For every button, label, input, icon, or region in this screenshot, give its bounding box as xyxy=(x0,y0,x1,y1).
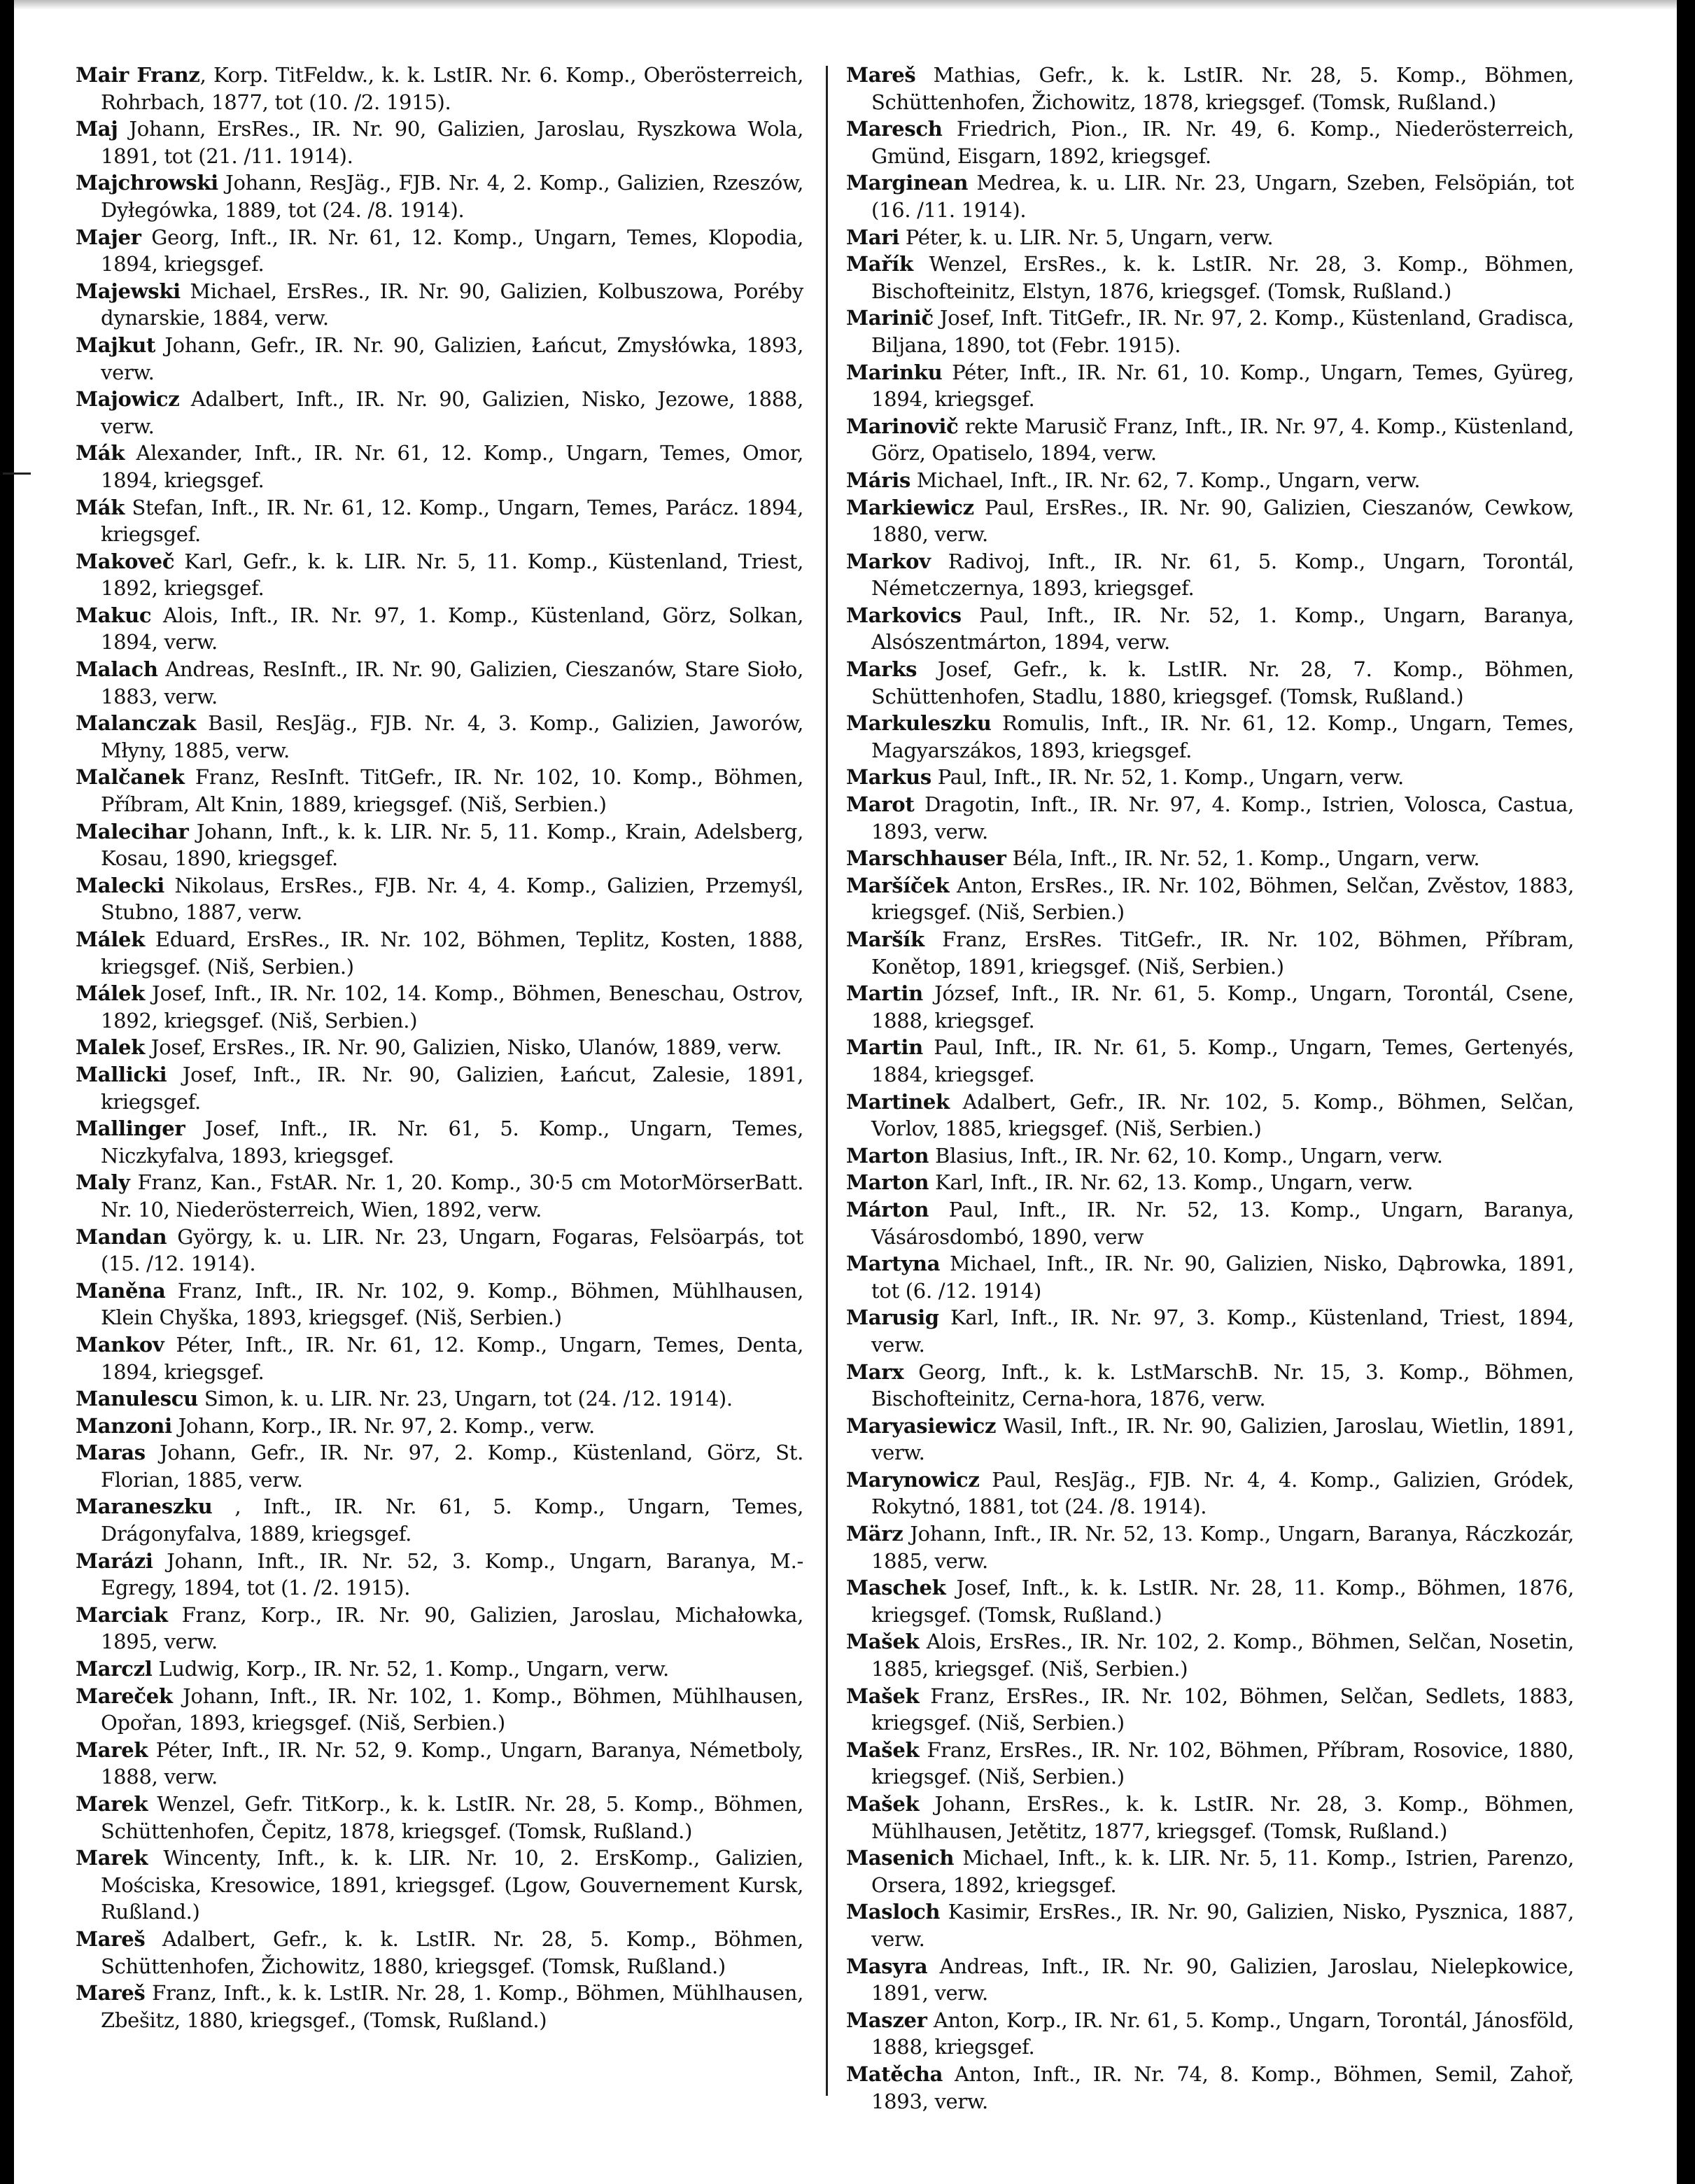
entry-details: Péter, Inft., IR. Nr. 61, 12. Komp., Ungarn, Temes, Denta, 1894, kriegsgef. xyxy=(101,1332,803,1384)
entry-surname: Mallinger xyxy=(76,1116,185,1141)
list-entry xyxy=(846,1953,1574,2007)
list-entry xyxy=(846,1520,1574,1574)
entry-details: Karl, Inft., IR. Nr. 97, 3. Komp., Küstenland, Triest, 1894, verw. xyxy=(871,1306,1574,1357)
entry-surname: Mareček xyxy=(76,1684,173,1708)
entry-surname: Majkut xyxy=(76,332,156,357)
entry-details: Paul, Inft., IR. Nr. 61, 5. Komp., Ungarn, Temes, Gertenyés, 1884, kriegsgef. xyxy=(871,1035,1574,1086)
list-entry xyxy=(76,1061,803,1115)
entry-surname: Marek xyxy=(76,1792,148,1816)
list-entry xyxy=(846,304,1574,358)
entry-details: Eduard, ErsRes., IR. Nr. 102, Böhmen, Teplitz, Kosten, 1888, kriegsgef. (Niš, Serbien.) xyxy=(101,927,803,979)
list-entry xyxy=(846,467,1574,494)
entry-surname: Martyna xyxy=(846,1252,941,1276)
entry-surname: Marázi xyxy=(76,1548,153,1573)
margin-mark xyxy=(3,472,31,475)
list-entry xyxy=(76,656,803,710)
entry-surname: Málek xyxy=(76,981,145,1006)
entry-details: Johann, Korp., IR. Nr. 97, 2. Komp., verw. xyxy=(171,1413,595,1438)
list-entry xyxy=(76,440,803,493)
entry-details: Johann, ResJäg., FJB. Nr. 4, 2. Komp., Galizien, Rzeszów, Dyłegówka, 1889, tot (24. /8. 1914). xyxy=(101,171,803,222)
entry-surname: Marinič xyxy=(846,306,934,330)
entry-surname: Marton xyxy=(846,1143,929,1168)
list-entry xyxy=(76,1683,803,1737)
entry-details: Friedrich, Pion., IR. Nr. 49, 6. Komp., Niederösterreich, Gmünd, Eisgarn, 1892, kriegsgef. xyxy=(871,117,1574,168)
entry-surname: Malecihar xyxy=(76,819,189,844)
entry-details: Franz, Kan., FstAR. Nr. 1, 20. Komp., 30·5 cm MotorMörserBatt. Nr. 10, Niederösterreich, Wien, 1892, verw. xyxy=(101,1170,803,1222)
entry-surname: Mašek xyxy=(846,1630,920,1654)
list-entry xyxy=(76,115,803,169)
entry-surname: Martin xyxy=(846,981,923,1006)
entry-details: Paul, Inft., IR. Nr. 52, 1. Komp., Ungarn, Baranya, Alsószentmárton, 1894, verw. xyxy=(871,603,1574,654)
list-entry xyxy=(846,1628,1574,1682)
entry-surname: Malek xyxy=(76,1035,145,1060)
list-entry xyxy=(76,1439,803,1493)
list-entry xyxy=(76,62,803,115)
list-entry xyxy=(846,1574,1574,1628)
entry-surname: Markov xyxy=(846,549,931,573)
list-entry xyxy=(846,548,1574,602)
entry-surname: Mari xyxy=(846,225,899,249)
list-entry xyxy=(846,764,1574,791)
entry-details: Wasil, Inft., IR. Nr. 90, Galizien, Jaroslau, Wietlin, 1891, verw. xyxy=(871,1413,1574,1465)
entry-details: Péter, Inft., IR. Nr. 52, 9. Komp., Ungarn, Baranya, Németboly, 1888, verw. xyxy=(101,1737,803,1789)
entry-surname: Manzoni xyxy=(76,1413,172,1438)
entry-surname: Mankov xyxy=(76,1332,164,1357)
entry-details: Wincenty, Inft., k. k. LIR. Nr. 10, 2. ErsKomp., Galizien, Mościska, Kresowice, 1891, kriegsgef. (Lgow, Gouvernement Kursk, Rußland.) xyxy=(101,1846,803,1924)
list-entry xyxy=(76,980,803,1034)
entry-surname: Mareš xyxy=(846,63,916,87)
entry-details: Josef, Inft. TitGefr., IR. Nr. 97, 2. Komp., Küstenland, Gradisca, Biljana, 1890, tot (Febr. 1915). xyxy=(871,306,1574,357)
list-entry xyxy=(846,845,1574,872)
entry-details: Adalbert, Gefr., IR. Nr. 102, 5. Komp., Böhmen, Selčan, Vorlov, 1885, kriegsgef. (Niš, Serbien.) xyxy=(871,1089,1574,1141)
entry-surname: Martin xyxy=(846,1035,923,1060)
entry-details: Johann, Inft., k. k. LIR. Nr. 5, 11. Komp., Krain, Adelsberg, Kosau, 1890, kriegsgef. xyxy=(101,819,803,871)
list-entry xyxy=(76,1548,803,1602)
entry-details: Franz, ErsRes., IR. Nr. 102, Böhmen, Selčan, Sedlets, 1883, kriegsgef. (Niš, Serbien.) xyxy=(871,1684,1574,1735)
entry-surname: Mašek xyxy=(846,1792,920,1816)
list-entry xyxy=(846,1304,1574,1358)
list-entry xyxy=(76,1169,803,1223)
list-entry xyxy=(846,872,1574,926)
entry-surname: Marot xyxy=(846,792,915,817)
entry-surname: Marks xyxy=(846,657,917,682)
list-entry xyxy=(846,1169,1574,1196)
list-entry xyxy=(76,764,803,818)
entry-surname: Markovics xyxy=(846,603,962,627)
entry-details: Karl, Gefr., k. k. LIR. Nr. 5, 11. Komp., Küstenland, Triest, 1892, kriegsgef. xyxy=(101,549,803,601)
entry-surname: Márton xyxy=(846,1197,929,1222)
list-entry xyxy=(76,224,803,278)
entry-details: Johann, ErsRes., IR. Nr. 90, Galizien, Jaroslau, Ryszkowa Wola, 1891, tot (21. /11. 1914). xyxy=(101,117,803,168)
entry-details: Franz, ResInft. TitGefr., IR. Nr. 102, 10. Komp., Böhmen, Příbram, Alt Knin, 1889, kriegsgef. (Niš, Serbien.) xyxy=(101,765,803,817)
list-entry xyxy=(76,1413,803,1440)
list-entry xyxy=(846,224,1574,251)
list-entry xyxy=(846,359,1574,413)
list-entry xyxy=(76,1656,803,1683)
entry-details: Johann, Inft., IR. Nr. 52, 13. Komp., Ungarn, Baranya, Ráczkozár, 1885, verw. xyxy=(871,1522,1574,1573)
list-entry xyxy=(76,818,803,872)
entry-surname: Masenich xyxy=(846,1846,955,1870)
list-entry xyxy=(76,1791,803,1844)
list-entry xyxy=(76,1278,803,1331)
list-entry xyxy=(76,1224,803,1278)
entry-details: Johann, ErsRes., k. k. LstIR. Nr. 28, 3. Komp., Böhmen, Mühlhausen, Jetětitz, 1877, kriegsgef. (Tomsk, Rußland.) xyxy=(871,1792,1574,1843)
entry-surname: Mandan xyxy=(76,1224,167,1249)
entry-details: Johann, Gefr., IR. Nr. 90, Galizien, Łańcut, Zmysłówka, 1893, verw. xyxy=(101,332,803,384)
entry-surname: Makuc xyxy=(76,603,152,627)
list-entry xyxy=(846,1088,1574,1142)
entry-details: Andreas, Inft., IR. Nr. 90, Galizien, Jaroslau, Nielepkowice, 1891, verw. xyxy=(871,1954,1574,2005)
entry-details: Karl, Inft., IR. Nr. 62, 13. Komp., Ungarn, verw. xyxy=(929,1170,1414,1195)
entry-details: Michael, Inft., IR. Nr. 62, 7. Komp., Ungarn, verw. xyxy=(910,468,1421,492)
list-entry xyxy=(846,494,1574,548)
entry-surname: Mašek xyxy=(846,1684,920,1708)
list-entry xyxy=(76,1493,803,1547)
entry-details: Johann, Inft., IR. Nr. 102, 1. Komp., Böhmen, Mühlhausen, Opořan, 1893, kriegsgef. (Niš, Serbien.) xyxy=(101,1684,803,1735)
entry-details: Josef, ErsRes., IR. Nr. 90, Galizien, Nisko, Ulanów, 1889, verw. xyxy=(144,1035,782,1060)
entry-surname: Mallicki xyxy=(76,1062,167,1086)
list-entry xyxy=(76,332,803,386)
left-column xyxy=(76,62,826,2148)
entry-details: Josef, Inft., IR. Nr. 102, 14. Komp., Böhmen, Beneschau, Ostrov, 1892, kriegsgef. (Niš, Serbien.) xyxy=(101,981,803,1032)
entry-details: Alois, ErsRes., IR. Nr. 102, 2. Komp., Böhmen, Selčan, Nosetin, 1885, kriegsgef. (Niš, Serbien.) xyxy=(871,1630,1574,1681)
list-entry xyxy=(76,494,803,548)
entry-surname: Marczl xyxy=(76,1657,153,1681)
entry-surname: Markuleszku xyxy=(846,711,992,736)
entry-details: Kasimir, ErsRes., IR. Nr. 90, Galizien, Nisko, Pysznica, 1887, verw. xyxy=(871,1900,1574,1951)
list-entry xyxy=(76,1331,803,1385)
scan-top-edge xyxy=(0,0,1695,10)
list-entry xyxy=(76,548,803,602)
list-entry xyxy=(846,602,1574,656)
entry-surname: Maresch xyxy=(846,117,943,141)
list-entry xyxy=(846,980,1574,1034)
entry-surname: Mák xyxy=(76,441,125,465)
list-entry xyxy=(846,1359,1574,1413)
entry-surname: Malanczak xyxy=(76,711,197,736)
entry-surname: Mareš xyxy=(76,1981,146,2005)
entry-details: Johann, Gefr., IR. Nr. 97, 2. Komp., Küstenland, Görz, St. Florian, 1885, verw. xyxy=(101,1441,803,1492)
entry-surname: Majchrowski xyxy=(76,171,218,195)
entry-details: Franz, Korp., IR. Nr. 90, Galizien, Jaroslau, Michałowka, 1895, verw. xyxy=(101,1602,803,1654)
entry-details: Wenzel, ErsRes., k. k. LstIR. Nr. 28, 3. Komp., Böhmen, Bischofteinitz, Elstyn, 1876, kriegsgef. (Tomsk, Rußland.) xyxy=(871,252,1574,303)
list-entry xyxy=(846,1413,1574,1466)
entry-details: rekte Marusič Franz, Inft., IR. Nr. 97, 4. Komp., Küstenland, Görz, Opatiselo, 1894, verw. xyxy=(871,414,1574,465)
entry-surname: Marx xyxy=(846,1359,904,1384)
entry-surname: Matěcha xyxy=(846,2062,943,2086)
entry-details: József, Inft., IR. Nr. 61, 5. Komp., Ungarn, Torontál, Csene, 1888, kriegsgef. xyxy=(871,981,1574,1032)
list-entry xyxy=(76,872,803,926)
list-entry xyxy=(76,278,803,332)
entry-details: Radivoj, Inft., IR. Nr. 61, 5. Komp., Ungarn, Torontál, Németczernya, 1893, kriegsgef. xyxy=(871,549,1574,601)
entry-surname: Majer xyxy=(76,225,141,249)
entry-details: Anton, Inft., IR. Nr. 74, 8. Komp., Böhmen, Semil, Zahoř, 1893, verw. xyxy=(871,2062,1574,2113)
entry-details: , Inft., IR. Nr. 61, 5. Komp., Ungarn, Temes, Drágonyfalva, 1889, kriegsgef. xyxy=(101,1494,803,1546)
entry-surname: Maszer xyxy=(846,2008,927,2032)
entry-details: Michael, ErsRes., IR. Nr. 90, Galizien, Kolbuszowa, Poréby dynarskie, 1884, verw. xyxy=(101,279,803,330)
entry-surname: Masloch xyxy=(846,1900,941,1924)
list-entry xyxy=(846,1250,1574,1304)
entry-details: Franz, ErsRes., IR. Nr. 102, Böhmen, Příbram, Rosovice, 1880, kriegsgef. (Niš, Serbien.) xyxy=(871,1737,1574,1789)
entry-details: Paul, ResJäg., FJB. Nr. 4, 4. Komp., Galizien, Gródek, Rokytnó, 1881, tot (24. /8. 1914). xyxy=(871,1467,1574,1519)
list-entry xyxy=(846,926,1574,980)
list-entry xyxy=(76,602,803,656)
entry-surname: Marusig xyxy=(846,1306,939,1330)
list-entry xyxy=(846,791,1574,845)
entry-details: Josef, Inft., k. k. LstIR. Nr. 28, 11. Komp., Böhmen, 1876, kriegsgef. (Tomsk, Rußland.) xyxy=(871,1576,1574,1627)
entry-surname: Marton xyxy=(846,1170,929,1195)
entry-surname: Maraneszku xyxy=(76,1494,213,1519)
entry-details: Andreas, ResInft., IR. Nr. 90, Galizien, Cieszanów, Stare Sioło, 1883, verw. xyxy=(101,657,803,708)
list-entry xyxy=(76,710,803,764)
entry-surname: März xyxy=(846,1522,903,1546)
entry-surname: Maněna xyxy=(76,1278,166,1303)
entry-details: Nikolaus, ErsRes., FJB. Nr. 4, 4. Komp., Galizien, Przemyśl, Stubno, 1887, verw. xyxy=(101,873,803,925)
entry-details: Paul, ErsRes., IR. Nr. 90, Galizien, Cieszanów, Cewkow, 1880, verw. xyxy=(871,495,1574,547)
list-entry xyxy=(846,251,1574,304)
list-entry xyxy=(846,2061,1574,2115)
list-entry xyxy=(846,1844,1574,1898)
entry-details: , Korp. TitFeldw., k. k. LstIR. Nr. 6. Komp., Oberösterreich, Rohrbach, 1877, tot (10. /2. 1915). xyxy=(101,63,803,114)
entry-details: Romulis, Inft., IR. Nr. 61, 12. Komp., Ungarn, Temes, Magyarszákos, 1893, kriegsgef. xyxy=(871,711,1574,762)
entry-surname: Maj xyxy=(76,117,118,141)
entry-surname: Malach xyxy=(76,657,158,682)
list-entry xyxy=(76,926,803,980)
entry-details: Johann, Inft., IR. Nr. 52, 3. Komp., Ungarn, Baranya, M.-Egregy, 1894, tot (1. /2. 1915). xyxy=(101,1548,803,1600)
list-entry xyxy=(846,115,1574,169)
list-entry xyxy=(846,169,1574,223)
entry-details: Medrea, k. u. LIR. Nr. 23, Ungarn, Szeben, Felsöpián, tot (16. /11. 1914). xyxy=(871,171,1574,222)
entry-details: Béla, Inft., IR. Nr. 52, 1. Komp., Ungarn, verw. xyxy=(1006,846,1480,871)
entry-surname: Marinovič xyxy=(846,414,959,438)
entry-details: Ludwig, Korp., IR. Nr. 52, 1. Komp., Ungarn, verw. xyxy=(152,1657,669,1681)
entry-details: Anton, Korp., IR. Nr. 61, 5. Komp., Ungarn, Torontál, Jánosföld, 1888, kriegsgef. xyxy=(871,2008,1574,2059)
entry-details: Paul, Inft., IR. Nr. 52, 1. Komp., Ungarn, verw. xyxy=(931,765,1404,790)
list-entry xyxy=(76,1980,803,2033)
entry-surname: Mašek xyxy=(846,1737,920,1762)
list-entry xyxy=(846,1898,1574,1952)
entry-details: Franz, Inft., k. k. LstIR. Nr. 28, 1. Komp., Böhmen, Mühlhausen, Zbešitz, 1880, kriegsgef., (Tomsk, Rußland.) xyxy=(101,1981,803,2032)
entry-details: Mathias, Gefr., k. k. LstIR. Nr. 28, 5. Komp., Böhmen, Schüttenhofen, Žichowitz, 1878, kriegsgef. (Tomsk, Rußland.) xyxy=(871,63,1574,114)
entry-details: Alois, Inft., IR. Nr. 97, 1. Komp., Küstenland, Görz, Solkan, 1894, verw. xyxy=(101,603,803,654)
entry-surname: Maršíček xyxy=(846,873,950,897)
entry-details: Péter, k. u. LIR. Nr. 5, Ungarn, verw. xyxy=(899,225,1274,249)
entry-surname: Marciak xyxy=(76,1602,168,1627)
list-entry xyxy=(846,1791,1574,1844)
entry-details: Simon, k. u. LIR. Nr. 23, Ungarn, tot (24. /12. 1914). xyxy=(197,1387,733,1411)
list-entry xyxy=(76,169,803,223)
entry-surname: Majowicz xyxy=(76,387,180,412)
entry-surname: Mareš xyxy=(76,1926,146,1951)
right-column xyxy=(828,62,1574,2148)
entry-surname: Marek xyxy=(76,1846,148,1870)
entry-surname: Malecki xyxy=(76,873,165,897)
entry-surname: Mák xyxy=(76,495,125,519)
page xyxy=(76,62,1580,2148)
entry-details: Stefan, Inft., IR. Nr. 61, 12. Komp., Ungarn, Temes, Parácz. 1894, kriegsgef. xyxy=(101,495,803,547)
entry-surname: Málek xyxy=(76,927,145,951)
entry-details: Georg, Inft., IR. Nr. 61, 12. Komp., Ungarn, Temes, Klopodia, 1894, kriegsgef. xyxy=(101,225,803,276)
entry-surname: Markiewicz xyxy=(846,495,974,519)
entry-surname: Mařík xyxy=(846,252,913,276)
list-entry xyxy=(846,2007,1574,2061)
entry-surname: Máris xyxy=(846,468,911,492)
entry-details: Basil, ResJäg., FJB. Nr. 4, 3. Komp., Galizien, Jaworów, Młyny, 1885, verw. xyxy=(101,711,803,762)
list-entry xyxy=(846,656,1574,710)
entry-surname: Maršík xyxy=(846,927,924,951)
entry-details: György, k. u. LIR. Nr. 23, Ungarn, Fogaras, Felsöarpás, tot (15. /12. 1914). xyxy=(101,1224,803,1276)
entry-surname: Makoveč xyxy=(76,549,175,573)
entry-details: Blasius, Inft., IR. Nr. 62, 10. Komp., Ungarn, verw. xyxy=(929,1143,1443,1168)
entry-details: Wenzel, Gefr. TitKorp., k. k. LstIR. Nr. 28, 5. Komp., Böhmen, Schüttenhofen, Čepitz, 1878, kriegsgef. (Tomsk, Rußland.) xyxy=(101,1792,803,1843)
entry-surname: Marek xyxy=(76,1737,148,1762)
list-entry xyxy=(846,1196,1574,1250)
entry-details: Michael, Inft., k. k. LIR. Nr. 5, 11. Komp., Istrien, Parenzo, Orsera, 1892, kriegsgef. xyxy=(871,1846,1574,1897)
entry-surname: Maly xyxy=(76,1170,130,1195)
entry-details: Anton, ErsRes., IR. Nr. 102, Böhmen, Selčan, Zvěstov, 1883, kriegsgef. (Niš, Serbien.) xyxy=(871,873,1574,925)
entry-surname: Mair Franz xyxy=(76,63,200,87)
list-entry xyxy=(846,413,1574,467)
list-entry xyxy=(846,1683,1574,1737)
list-entry xyxy=(76,1115,803,1169)
entry-details: Adalbert, Gefr., k. k. LstIR. Nr. 28, 5. Komp., Böhmen, Schüttenhofen, Žichowitz, 1880, kriegsgef. (Tomsk, Rußland.) xyxy=(101,1926,803,1978)
scan-left-edge xyxy=(0,0,14,2184)
entry-details: Franz, ErsRes. TitGefr., IR. Nr. 102, Böhmen, Příbram, Konětop, 1891, kriegsgef. (Niš, Serbien.) xyxy=(871,927,1574,979)
entry-details: Alexander, Inft., IR. Nr. 61, 12. Komp., Ungarn, Temes, Omor, 1894, kriegsgef. xyxy=(101,441,803,492)
list-entry xyxy=(846,710,1574,764)
entry-surname: Marschhauser xyxy=(846,846,1006,871)
list-entry xyxy=(76,1602,803,1656)
entry-details: Georg, Inft., k. k. LstMarschB. Nr. 15, 3. Komp., Böhmen, Bischofteinitz, Cerna-hora, 1876, verw. xyxy=(871,1359,1574,1411)
entry-surname: Marginean xyxy=(846,171,969,195)
entry-surname: Malčanek xyxy=(76,765,185,790)
entry-surname: Markus xyxy=(846,765,931,790)
list-entry xyxy=(846,1737,1574,1791)
entry-surname: Maschek xyxy=(846,1576,946,1600)
entry-details: Josef, Inft., IR. Nr. 90, Galizien, Łańcut, Zalesie, 1891, kriegsgef. xyxy=(101,1062,803,1114)
entry-details: Franz, Inft., IR. Nr. 102, 9. Komp., Böhmen, Mühlhausen, Klein Chyška, 1893, kriegsgef. (Niš, Serbien.) xyxy=(101,1278,803,1330)
entry-details: Paul, Inft., IR. Nr. 52, 13. Komp., Ungarn, Baranya, Vásárosdombó, 1890, verw xyxy=(871,1197,1574,1249)
list-entry xyxy=(76,1385,803,1413)
list-entry xyxy=(76,1034,803,1061)
list-entry xyxy=(846,1034,1574,1088)
entry-surname: Maryasiewicz xyxy=(846,1413,997,1438)
list-entry xyxy=(846,62,1574,115)
list-entry xyxy=(76,1926,803,1980)
scan-right-edge xyxy=(1677,0,1695,2184)
entry-surname: Marinku xyxy=(846,360,943,384)
list-entry xyxy=(76,1844,803,1926)
entry-details: Josef, Gefr., k. k. LstIR. Nr. 28, 7. Komp., Böhmen, Schüttenhofen, Stadlu, 1880, kriegsgef. (Tomsk, Rußland.) xyxy=(871,657,1574,708)
entry-details: Michael, Inft., IR. Nr. 90, Galizien, Nisko, Dąbrowka, 1891, tot (6. /12. 1914) xyxy=(871,1252,1574,1303)
entry-details: Dragotin, Inft., IR. Nr. 97, 4. Komp., Istrien, Volosca, Castua, 1893, verw. xyxy=(871,792,1574,844)
list-entry xyxy=(846,1142,1574,1170)
entry-details: Péter, Inft., IR. Nr. 61, 10. Komp., Ungarn, Temes, Gyüreg, 1894, kriegsgef. xyxy=(871,360,1574,412)
entry-surname: Masyra xyxy=(846,1954,928,1978)
entry-surname: Martinek xyxy=(846,1089,950,1114)
entry-details: Adalbert, Inft., IR. Nr. 90, Galizien, Nisko, Jezowe, 1888, verw. xyxy=(101,387,803,438)
list-entry xyxy=(76,386,803,440)
entry-surname: Maras xyxy=(76,1441,146,1465)
entry-surname: Manulescu xyxy=(76,1387,198,1411)
entry-surname: Majewski xyxy=(76,279,181,303)
entry-details: Josef, Inft., IR. Nr. 61, 5. Komp., Ungarn, Temes, Niczkyfalva, 1893, kriegsgef. xyxy=(101,1116,803,1168)
entry-surname: Marynowicz xyxy=(846,1467,980,1492)
list-entry xyxy=(846,1466,1574,1520)
list-entry xyxy=(76,1737,803,1791)
